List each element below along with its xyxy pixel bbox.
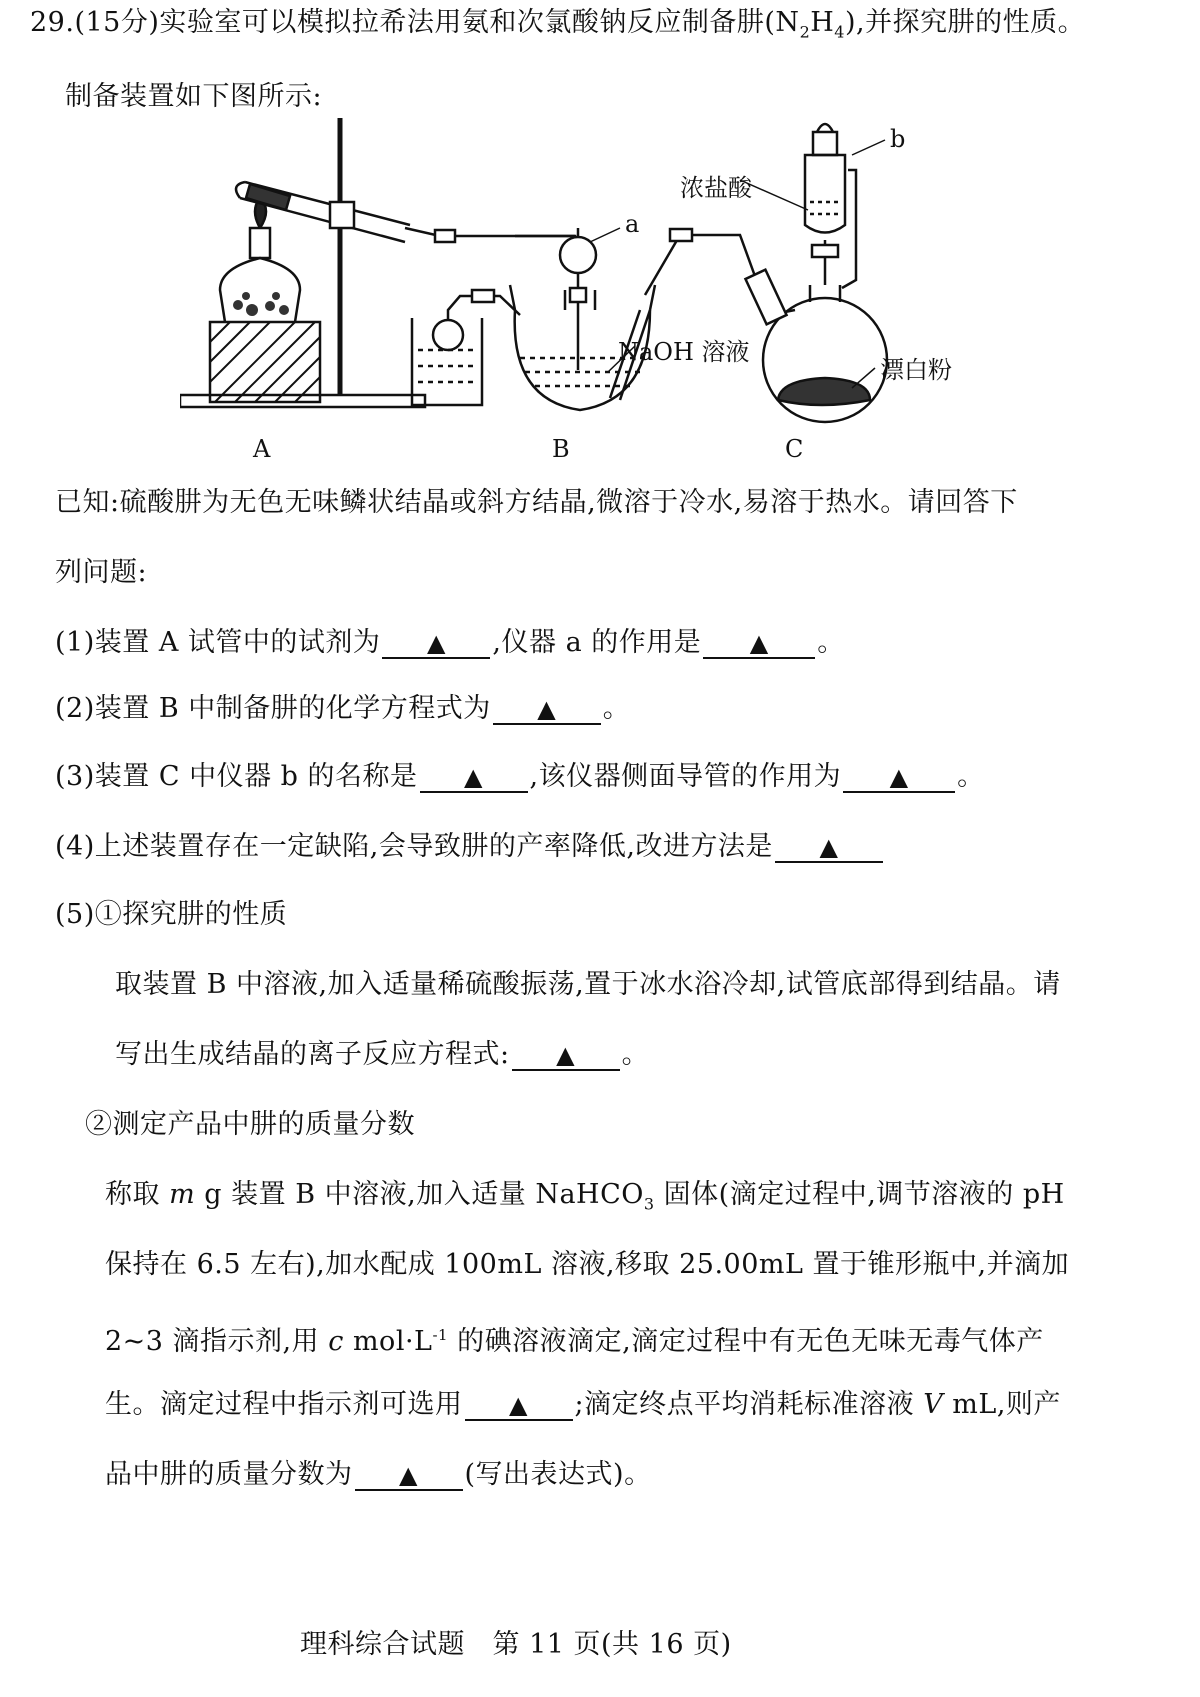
question-header bbox=[30, 6, 1085, 49]
page-footer: 理科综合试题 第 11 页(共 16 页) bbox=[300, 1629, 732, 1660]
question-2: (2)装置 B 中制备肼的化学方程式为 ▲ 。 bbox=[55, 693, 631, 724]
answer-blank-3a[interactable]: ▲ bbox=[420, 763, 528, 793]
question-5-sub2-line5: 品中肼的质量分数为 ▲ (写出表达式)。 bbox=[105, 1459, 652, 1490]
label-conc-hcl: 浓盐酸 bbox=[680, 174, 752, 202]
inverted-funnel bbox=[433, 320, 463, 350]
question-5-sub2-title: ②测定产品中肼的质量分数 bbox=[85, 1109, 415, 1140]
answer-blank-5b[interactable]: ▲ bbox=[465, 1391, 573, 1421]
bleach-powder bbox=[778, 378, 870, 405]
question-intro: 实验室可以模拟拉希法用氨和次氯酸钠反应制备肼(N bbox=[159, 7, 800, 38]
stopper bbox=[813, 132, 837, 155]
apparatus-diagram bbox=[180, 110, 1060, 490]
known-line-1: 已知:硫酸肼为无色无味鳞状结晶或斜方结晶,微溶于冷水,易溶于热水。请回答下 bbox=[55, 487, 1018, 518]
question-points: (15分) bbox=[74, 7, 160, 38]
gas-tube-c-b bbox=[645, 235, 720, 295]
question-intro-end: ),并探究肼的性质。 bbox=[844, 7, 1086, 38]
label-instrument-a: a bbox=[625, 210, 640, 238]
label-apparatus-a: A bbox=[253, 435, 271, 463]
question-5-para1-line2: 写出生成结晶的离子反应方程式: ▲ 。 bbox=[115, 1039, 650, 1070]
question-5-title: (5)①探究肼的性质 bbox=[55, 899, 288, 930]
question-5-para1-line1: 取装置 B 中溶液,加入适量稀硫酸振荡,置于冰水浴冷却,试管底部得到结晶。请 bbox=[115, 969, 1061, 1000]
label-apparatus-c: C bbox=[785, 435, 804, 463]
answer-blank-1a[interactable]: ▲ bbox=[382, 629, 490, 659]
formula-subscript: 4 bbox=[834, 22, 845, 42]
setup-caption: 制备装置如下图所示: bbox=[65, 81, 323, 112]
label-naoh: NaOH 溶液 bbox=[618, 338, 750, 366]
answer-blank-4[interactable]: ▲ bbox=[775, 833, 883, 863]
formula-h: H bbox=[810, 7, 835, 38]
question-4: (4)上述装置存在一定缺陷,会导致肼的产率降低,改进方法是 ▲ bbox=[55, 830, 885, 864]
question-number: 29. bbox=[30, 7, 75, 38]
pressure-funnel-b bbox=[805, 155, 845, 233]
label-apparatus-b: B bbox=[552, 435, 570, 463]
clamp bbox=[330, 202, 354, 228]
answer-blank-1b[interactable]: ▲ bbox=[703, 629, 815, 659]
question-5-sub2-line3: 2~3 滴指示剂,用 c $mol\cdot L^{-1}$ 的碘溶液滴定,滴定过程中有无色无味无毒气体产 bbox=[105, 1326, 1044, 1357]
formula-subscript: 2 bbox=[799, 22, 811, 42]
question-5-sub2-line1: 称取 m g 装置 B 中溶液,加入适量 NaHCO$_3$ 固体(滴定过程中,调节溶液的 pH bbox=[105, 1179, 1065, 1214]
apparatus-figure bbox=[180, 110, 1060, 490]
answer-blank-5c[interactable]: ▲ bbox=[355, 1461, 463, 1491]
question-3: (3)装置 C 中仪器 b 的名称是 ▲ ,该仪器侧面导管的作用为 ▲ 。 bbox=[55, 761, 985, 792]
question-5-sub2-line4: 生。滴定过程中指示剂可选用 ▲ ;滴定终点平均消耗标准溶液 V mL,则产 bbox=[105, 1389, 1061, 1420]
question-5-sub2-line2: 保持在 6.5 左右),加水配成 100mL 溶液,移取 25.00mL 置于锥形瓶中,并滴加 bbox=[105, 1249, 1070, 1280]
label-instrument-b: b bbox=[890, 125, 906, 153]
label-bleach: 漂白粉 bbox=[880, 356, 952, 384]
answer-blank-2[interactable]: ▲ bbox=[493, 695, 601, 725]
absorption-beaker bbox=[412, 318, 482, 405]
answer-blank-3b[interactable]: ▲ bbox=[843, 763, 955, 793]
answer-blank-5a[interactable]: ▲ bbox=[512, 1041, 620, 1071]
known-line-2: 列问题: bbox=[55, 557, 148, 588]
question-1: (1)装置 A 试管中的试剂为 ▲ ,仪器 a 的作用是 ▲ 。 bbox=[55, 627, 845, 658]
